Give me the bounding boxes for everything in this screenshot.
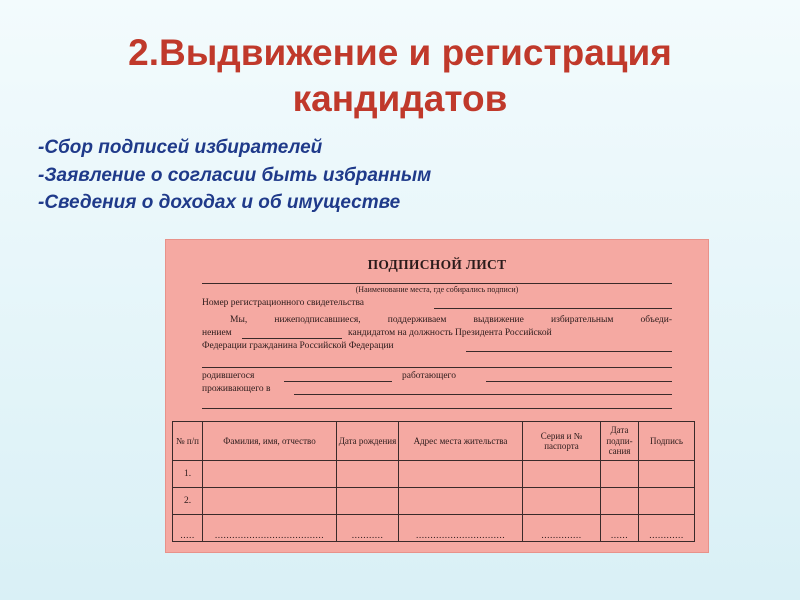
row-number: 2. — [173, 488, 203, 515]
dot-filler: .............. — [523, 515, 601, 542]
dot-filler: ...................................... — [203, 515, 337, 542]
form-reg-label: Номер регистрационного свидетельства — [202, 298, 365, 308]
table-cell — [523, 488, 601, 515]
form-title: ПОДПИСНОЙ ЛИСТ — [367, 257, 507, 272]
dot-filler: ...... — [601, 515, 639, 542]
table-header-row — [173, 422, 695, 461]
signature-table — [172, 421, 695, 542]
slide-title-line-2: кандидатов — [292, 78, 508, 119]
form-line — [284, 381, 392, 382]
slide-title-line-1: 2.Выдвижение и регистрация — [128, 32, 672, 73]
row-number: 1. — [173, 461, 203, 488]
table-cell — [337, 488, 399, 515]
form-paragraph-line-2a: нением — [202, 328, 232, 338]
bullet-item: -Заявление о согласии быть избранным — [38, 164, 432, 186]
table-cell — [601, 488, 639, 515]
table-cell — [601, 461, 639, 488]
table-cell — [337, 461, 399, 488]
table-row — [173, 488, 695, 515]
form-place-caption: (Наименование места, где собирались подписи) — [355, 285, 519, 294]
dot-filler: ........... — [337, 515, 399, 542]
table-cell — [203, 461, 337, 488]
form-line — [202, 408, 672, 409]
dot-filler: ............ — [639, 515, 695, 542]
form-line — [466, 351, 672, 352]
column-header-sign-date: Дата подпи- сания — [601, 422, 639, 461]
column-header-address: Адрес места жительства — [399, 422, 523, 461]
bullet-item: -Сбор подписей избирателей — [38, 137, 323, 158]
row-number: ..... — [173, 515, 203, 542]
column-header-signature: Подпись — [639, 422, 695, 461]
column-header-number: № п/п — [173, 422, 203, 461]
form-line — [202, 283, 672, 284]
table-cell — [399, 488, 523, 515]
dot-filler: ............................... — [399, 515, 523, 542]
table-cell — [639, 488, 695, 515]
form-works-label: работающего — [402, 371, 456, 381]
form-line — [434, 308, 672, 309]
signature-sheet-image — [166, 240, 708, 552]
form-line — [486, 381, 672, 382]
form-paragraph-line-1: Мы, нижеподписавшиеся, поддерживаем выдвижение избирательным объеди- — [230, 315, 672, 325]
table-cell — [203, 488, 337, 515]
form-born-label: родившегося — [202, 371, 255, 381]
table-row — [173, 515, 695, 542]
form-line — [202, 367, 672, 368]
column-header-name: Фамилия, имя, отчество — [203, 422, 337, 461]
column-header-birthdate: Дата рождения — [337, 422, 399, 461]
slide-title — [0, 30, 800, 122]
form-line — [242, 338, 342, 339]
table-cell — [639, 461, 695, 488]
table-cell — [523, 461, 601, 488]
form-paragraph-line-2b: кандидатом на должность Президента Российской — [348, 328, 552, 338]
form-line — [294, 394, 672, 395]
table-row — [173, 461, 695, 488]
form-lives-label: проживающего в — [202, 384, 271, 394]
bullet-item: -Сведения о доходах и об имуществе — [38, 192, 401, 213]
column-header-passport: Серия и № паспорта — [523, 422, 601, 461]
bullet-list — [38, 134, 431, 217]
table-cell — [399, 461, 523, 488]
form-paragraph-line-3: Федерации гражданина Российской Федерации — [202, 341, 394, 351]
